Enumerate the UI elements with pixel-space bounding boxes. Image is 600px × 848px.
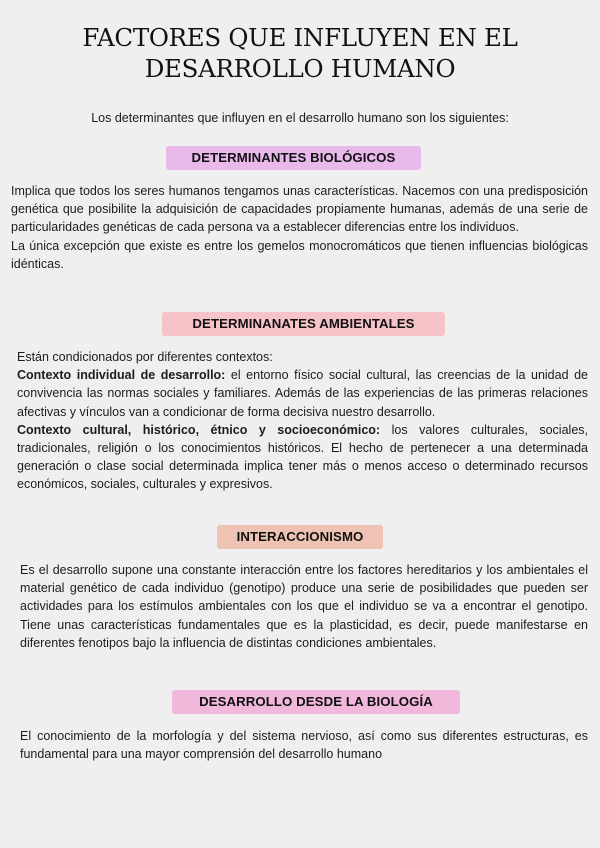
- intro-text: Los determinantes que influyen en el desarrollo humano son los siguientes:: [91, 111, 509, 125]
- term-label: Contexto individual de desarrollo:: [17, 368, 226, 383]
- paragraph: Están condicionados por diferentes contextos:: [17, 350, 273, 364]
- paragraph-context-cultural: [17, 421, 588, 494]
- paragraph: Implica que todos los seres humanos tengamos unas características. Nacemos con una predisposición genética que posibilite la adquisición de capacidades propiamente humanas, además de una serie de particularidades genéticas de cada persona va a establecer diferencias entre los individuos.: [11, 184, 588, 235]
- section-body-biologia: [20, 727, 588, 763]
- paragraph: Es el desarrollo supone una constante interacción entre los factores hereditarios y los ambientales el material genético de cada individuo (genotipo) produce una serie de posibilidades que pueden ser actividades para los estímulos ambientales con los que el individuo se va a encontrar el genotipo. Tiene unas características fundamentales que es la plasticidad, es decir, puede manifestarse en diferentes fenotipos bajo la influencia de distintas condiciones ambientales.: [20, 563, 588, 650]
- term-label: Contexto cultural, histórico, étnico y socioeconómico:: [17, 422, 381, 437]
- page-title-line-1: FACTORES QUE INFLUYEN EN EL: [82, 23, 518, 52]
- page-title-line-2: DESARROLLO HUMANO: [144, 54, 456, 83]
- section-heading-biologia: DESARROLLO DESDE LA BIOLOGÍA: [172, 690, 460, 714]
- page-title: [0, 22, 600, 84]
- term-description: el entorno físico social cultural, las creencias de la unidad de convivencia las normas sociales y familiares. Además de las experiencias de las primeras relaciones afectivas y vínculos van a condicionar de forma decisiva nuestro desarrollo.: [17, 368, 588, 419]
- section-body-biologicos: [11, 182, 588, 273]
- section-body-ambientales: [17, 348, 588, 494]
- section-heading-biologicos: DETERMINANTES BIOLÓGICOS: [166, 146, 421, 170]
- section-heading-ambientales: DETERMINANATES AMBIENTALES: [162, 312, 445, 336]
- paragraph-context-individual: [17, 366, 588, 421]
- section-body-interaccionismo: [20, 561, 588, 652]
- paragraph: La única excepción que existe es entre los gemelos monocromáticos que tienen influencias biológicas idénticas.: [11, 238, 588, 271]
- paragraph: El conocimiento de la morfología y del sistema nervioso, así como sus diferentes estructuras, es fundamental para una mayor comprensión del desarrollo humano: [20, 729, 588, 762]
- term-description: los valores culturales, sociales, tradicionales, religión o los conocimientos históricos. El hecho de pertenecer a una determinada generación o clase social determinada implica tener más o menos acceso o determinado recursos económicos, sociales, culturales y expresivos.: [17, 422, 588, 492]
- section-heading-interaccionismo: INTERACCIONISMO: [217, 525, 383, 549]
